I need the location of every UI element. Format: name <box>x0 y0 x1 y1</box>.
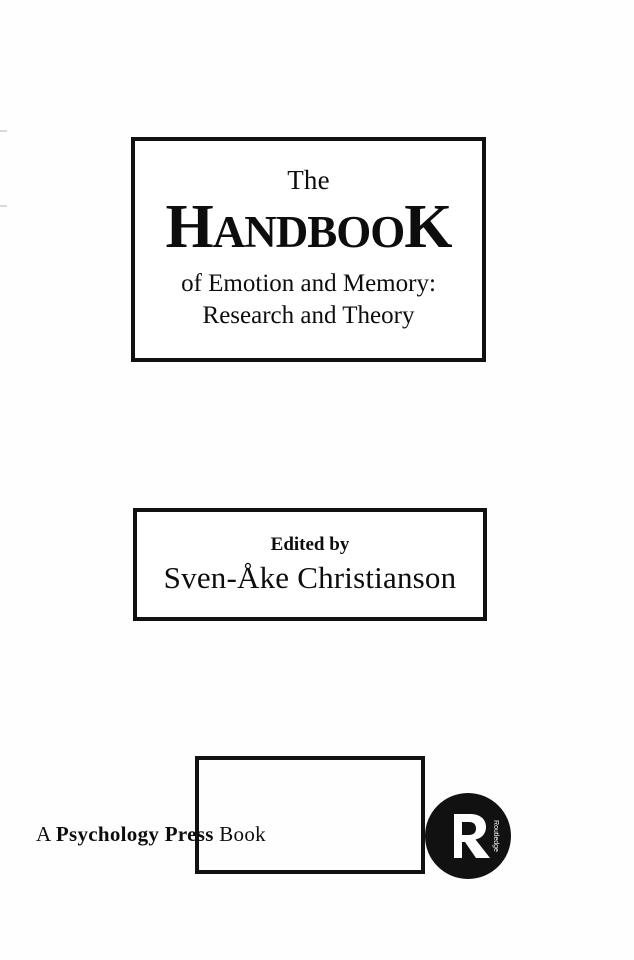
title-initial-h: H <box>165 192 213 261</box>
scan-edge-artifact <box>0 130 7 132</box>
imprint-text <box>36 822 366 847</box>
imprint-frame <box>195 756 425 874</box>
title-subtitle-line1: of Emotion and Memory: <box>181 270 436 298</box>
edited-by-label: Edited by <box>270 533 350 555</box>
logo-wordmark: Routledge <box>492 820 499 852</box>
title-final-k: K <box>404 192 452 261</box>
title-box <box>131 137 486 362</box>
scan-edge-artifact <box>0 205 7 207</box>
routledge-logo <box>424 792 512 880</box>
imprint-prefix: A <box>36 822 56 846</box>
title-subtitle-line2: Research and Theory <box>202 302 415 330</box>
title-article: The <box>287 164 330 195</box>
editor-name: Sven-Åke Christianson <box>163 559 457 595</box>
imprint-brand: Psychology Press <box>55 822 214 846</box>
title-main-word <box>165 192 452 261</box>
editor-box <box>133 508 487 621</box>
title-middle-letters: ANDBOO <box>212 206 405 257</box>
imprint-suffix: Book <box>213 822 266 846</box>
